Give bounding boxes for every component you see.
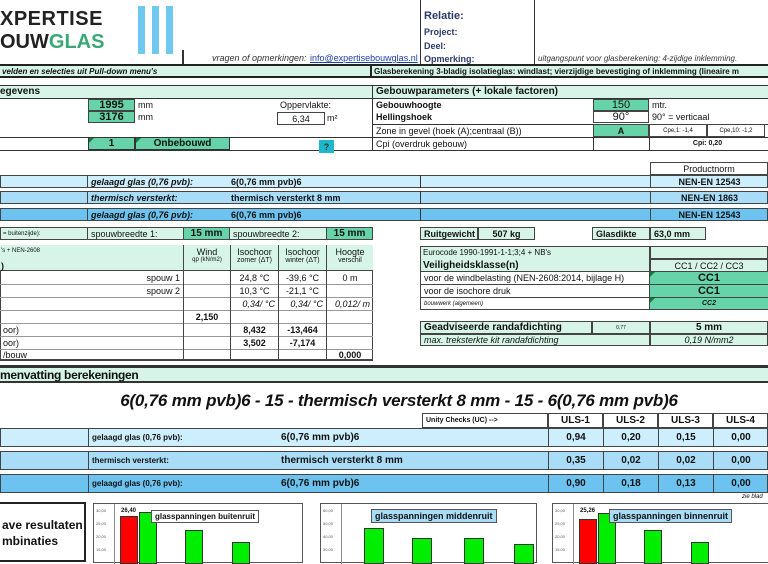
summary-row-2-uc3: 0,02 (658, 451, 713, 470)
contact-label: vragen of opmerkingen: (212, 53, 307, 63)
loads-row-winter: -21,1 °C (278, 284, 326, 297)
col-wind-title: Wind (196, 247, 218, 257)
ruitgewicht-value: 507 kg (478, 227, 535, 240)
randafdichting-value: 5 mm (650, 321, 768, 334)
loads-row-zomer: 10,3 °C (230, 284, 278, 297)
relatie-label: Relatie: (424, 10, 464, 22)
chart-binnenruit[interactable] (552, 503, 768, 563)
category-select[interactable]: 1 (88, 137, 135, 150)
hoogte-input[interactable]: 150 (593, 99, 649, 111)
gegevens-header: egevens (0, 86, 41, 97)
logo-line2 (0, 31, 104, 54)
glass-row-2-norm: NEN-EN 1863 (650, 191, 768, 204)
cpi-label: Cpi (overdruk gebouw) (376, 138, 468, 149)
col-zomer-title: Isochoor (237, 247, 272, 257)
results-box (0, 502, 86, 562)
treksterkte-value: 0,19 N/mm2 (650, 334, 768, 346)
loads-row-zomer: 8,432 (230, 323, 278, 336)
hoogte-label: Gebouwhoogte (376, 100, 442, 110)
banner-right: Glasberekening 3-bladig isolatieglas: windlast; vierzijdige bevestiging of inklemming (lineaire m (374, 67, 739, 76)
glasdikte-value: 63,0 mm (650, 227, 706, 240)
loads-row-label: spouw 1 (146, 272, 180, 283)
loads-row-winter: -7,174 (278, 336, 326, 349)
summary-row-1-uc1: 0,94 (548, 428, 603, 447)
opmerking-value[interactable]: uitgangspunt voor glasberekening: 4-zijdige inklemming. (538, 54, 738, 63)
col-hoogte (326, 245, 373, 271)
glass-row-3-norm: NEN-EN 12543 (650, 208, 768, 221)
area-label: Oppervlakte: (280, 100, 332, 110)
y-tick: 60,00 (323, 508, 334, 513)
y-tick: 25,00 (96, 521, 107, 526)
loads-row-hoogte: 0,000 (326, 349, 373, 361)
glass-row-1-value[interactable]: 6(0,76 mm pvb)6 (231, 176, 302, 187)
chart-buitenruit[interactable] (93, 503, 303, 563)
spouw2-label: spouwbreedte 2: (233, 228, 300, 239)
bouw-cc-select[interactable]: CC2 (650, 298, 768, 310)
bar-green (364, 528, 384, 564)
y-tick: 30,00 (323, 547, 334, 552)
loads-row-wind: 2,150 (183, 310, 230, 323)
cpe1-value: Cpe,1: -1,4 (649, 124, 707, 137)
summary-section (0, 365, 768, 383)
spouw2-input[interactable]: 15 mm (326, 227, 373, 240)
glasdikte-label: Glasdikte (592, 227, 650, 240)
glass-row-1-norm: NEN-EN 12543 (650, 175, 768, 188)
loads-row-hoogte: 0,012/ m (326, 297, 373, 310)
summary-row-3-type: gelaagd glas (0,76 pvb): (88, 474, 278, 493)
contact-email-link[interactable]: info@expertisebouwglas.nl (310, 53, 418, 63)
col-winter (278, 245, 326, 271)
width-input[interactable]: 1995 (88, 99, 135, 111)
y-tick: 50,00 (323, 521, 334, 526)
col-wind-sub: qp (kN/m2) (192, 257, 222, 263)
summary-header: menvatting berekeningen (0, 368, 139, 382)
banner-left: velden en selecties uit Pull-down menu's (2, 67, 158, 76)
loads-header-line1: 's + NEN-2608 (1, 248, 40, 254)
summary-row-2-type: thermisch versterkt: (88, 451, 278, 470)
chart-title: glasspanningen buitenruit (151, 510, 259, 523)
col-zomer-sub: zomer (ΔT) (236, 257, 272, 264)
bar-green (232, 542, 250, 564)
loads-row-label: oor) (3, 337, 20, 348)
summary-row-1-type: gelaagd glas (0,76 pvb): (88, 428, 278, 447)
bar-green (691, 542, 709, 564)
glass-row-2-value[interactable]: thermisch versterkt 8 mm (231, 192, 341, 203)
logo-line1: XPERTISE (0, 8, 103, 30)
spouw-left-label: = buitenzijde): (3, 230, 41, 237)
uls-header-4: ULS-4 (713, 413, 768, 428)
loads-row-hoogte: 0 m (326, 271, 373, 284)
opmerking-label: Opmerking: (424, 54, 475, 64)
treksterkte-label: max. treksterkte kit randafdichting (420, 334, 650, 346)
zone-label: Zone in gevel (hoek (A);centraal (B)) (376, 125, 522, 136)
summary-row-2-value: thermisch versterkt 8 mm (281, 455, 403, 466)
width-unit: mm (138, 100, 153, 110)
col-hoogte-sub: verschil (338, 257, 362, 264)
chart-title: glasspanningen middenruit (371, 509, 497, 523)
help-button[interactable]: ? (319, 140, 334, 153)
summary-row-1-uc3: 0,15 (658, 428, 713, 447)
summary-row-1-uc2: 0,20 (603, 428, 658, 447)
summary-row-2-uc1: 0,35 (548, 451, 603, 470)
loads-row-zomer: 3,502 (230, 336, 278, 349)
spouw1-label: spouwbreedte 1: (87, 227, 183, 240)
banner (0, 64, 768, 78)
cpe10-value: Cpe,10: -1,2 (707, 124, 765, 137)
randafdichting-small: 0,77 (592, 321, 650, 334)
y-tick: 40,00 (323, 534, 334, 539)
uls-header-3: ULS-3 (658, 413, 713, 428)
summary-row-2-uc2: 0,02 (603, 451, 658, 470)
bar-green (514, 544, 534, 564)
project-label: Project: (424, 27, 458, 37)
hoogte-unit: mtr. (652, 100, 667, 110)
ruitgewicht-label: Ruitgewicht (420, 227, 478, 240)
bar-green (412, 538, 432, 564)
area-unit: m² (327, 113, 338, 123)
uls-header-1: ULS-1 (548, 413, 603, 428)
loads-row-zomer: 0,34/ °C (230, 297, 278, 310)
logo-bars-icon (138, 6, 174, 54)
height-input[interactable]: 3176 (88, 111, 135, 123)
wind-cc-label: voor de windbelasting (NEN-2608:2014, bijlage H) (420, 272, 650, 285)
gebouw-section (373, 85, 768, 99)
bar-green (185, 530, 203, 564)
glass-row-1-type: gelaagd glas (0,76 pvb): (87, 175, 227, 188)
eurocode-line2: Veiligheidsklasse(n) (423, 260, 519, 271)
loads-row-winter: -39,6 °C (278, 271, 326, 284)
iso-cc-label: voor de isochore druk (420, 285, 650, 298)
terrain-select[interactable]: Onbebouwd (135, 137, 230, 150)
summary-title: 6(0,76 mm pvb)6 - 15 - thermisch versterkt 8 mm - 15 - 6(0,76 mm pvb)6 (120, 391, 678, 410)
bouw-cc-label: bouwwerk (algemeen) (420, 298, 650, 310)
area-value: 6,34 (277, 112, 325, 125)
cc-header: CC1 / CC2 / CC3 (650, 259, 768, 272)
col-winter-sub: winter (ΔT) (285, 257, 320, 264)
y-tick: 30,00 (555, 508, 566, 513)
summary-row-3-uc2: 0,18 (603, 474, 658, 493)
chart-title: glasspanningen binnenruit (609, 509, 732, 523)
wind-cc-select[interactable]: CC1 (650, 272, 768, 285)
loads-row-label: oor) (3, 324, 20, 335)
height-unit: mm (138, 112, 153, 122)
logo-ouw: OUW (0, 31, 49, 53)
results-line1: ave resultaten (2, 518, 83, 532)
zie-blad-note: zie blad (742, 494, 763, 500)
gegevens-section (0, 85, 372, 99)
y-tick: 25,00 (555, 521, 566, 526)
y-tick: 15,00 (555, 547, 566, 552)
bar-green (464, 538, 484, 564)
cpi-value: Cpi: 0,20 (649, 137, 765, 150)
helling-label: Hellingshoek (376, 112, 433, 122)
bar-label: 25,26 (580, 508, 596, 514)
loads-row-hoogte (326, 284, 373, 297)
summary-row-3-uc3: 0,13 (658, 474, 713, 493)
y-tick: 20,00 (96, 534, 107, 539)
col-wind (183, 245, 230, 271)
y-tick: 30,00 (96, 508, 107, 513)
cc-header-top (650, 246, 768, 259)
loads-row-winter: -13,464 (278, 323, 326, 336)
y-tick: 20,00 (555, 534, 566, 539)
summary-row-1-value: 6(0,76 mm pvb)6 (281, 432, 360, 443)
col-zomer (230, 245, 278, 271)
summary-row-3-uc4: 0,00 (713, 474, 768, 493)
eurocode-line1: Eurocode 1990-1991-1-1;3;4 + NB's (423, 248, 552, 257)
results-line2: mbinaties (2, 534, 59, 548)
loads-row-zomer: 24,8 °C (230, 271, 278, 284)
y-tick: 15,00 (96, 547, 107, 552)
uc-label: Unity Checks (UC) --> (422, 413, 548, 428)
summary-row-1-uc4: 0,00 (713, 428, 768, 447)
deel-label: Deel: (424, 41, 447, 51)
zone-select[interactable]: A (593, 124, 649, 137)
glass-row-3-type: gelaagd glas (0,76 pvb): (87, 208, 227, 221)
loads-row-winter: 0,34/ °C (278, 297, 326, 310)
loads-header-line2: ) (1, 261, 4, 271)
bar-label: 26,40 (121, 508, 137, 514)
bar-red (120, 516, 138, 564)
spouw1-input[interactable]: 15 mm (183, 227, 230, 240)
col-hoogte-title: Hoogte (335, 247, 365, 257)
helling-note: 90° = verticaal (652, 112, 710, 122)
helling-input[interactable]: 90° (593, 111, 649, 123)
uls-header-2: ULS-2 (603, 413, 658, 428)
logo-glas: GLAS (48, 31, 105, 53)
productnorm-header: Productnorm (650, 162, 768, 175)
glass-row-2-type: thermisch versterkt: (87, 191, 227, 204)
summary-row-3-uc1: 0,90 (548, 474, 603, 493)
col-winter-title: Isochoor (285, 247, 320, 257)
loads-row-label: /bouw (3, 350, 28, 360)
chart-middenruit[interactable] (320, 503, 537, 563)
bar-green (644, 530, 662, 564)
iso-cc-select[interactable]: CC1 (650, 285, 768, 298)
summary-row-3-value: 6(0,76 mm pvb)6 (281, 478, 360, 489)
loads-row-label: spouw 2 (146, 285, 180, 296)
summary-row-2-uc4: 0,00 (713, 451, 768, 470)
glass-row-3-value[interactable]: 6(0,76 mm pvb)6 (231, 209, 302, 220)
randafdichting-label: Geadviseerde randafdichting (420, 321, 592, 334)
gebouw-header: Gebouwparameters (+ lokale factoren) (376, 86, 559, 97)
bar-red (579, 519, 597, 564)
